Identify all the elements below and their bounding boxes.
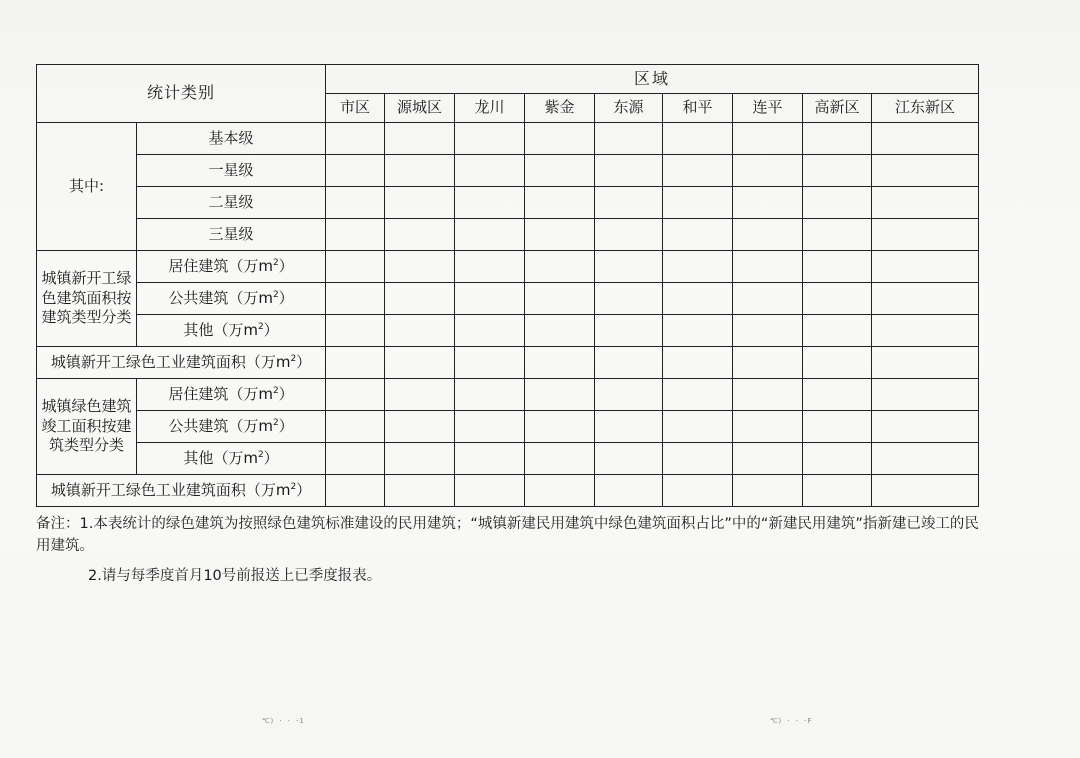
- data-cell[interactable]: [872, 379, 979, 411]
- data-cell[interactable]: [385, 347, 455, 379]
- data-cell[interactable]: [733, 219, 803, 251]
- data-cell[interactable]: [733, 475, 803, 507]
- data-cell[interactable]: [525, 315, 595, 347]
- data-cell[interactable]: [803, 219, 872, 251]
- data-cell[interactable]: [595, 443, 663, 475]
- footer-mark-right: ℃) · · ·F: [770, 717, 812, 725]
- data-cell[interactable]: [872, 123, 979, 155]
- table-row: [37, 347, 979, 379]
- data-cell[interactable]: [803, 155, 872, 187]
- data-cell[interactable]: [385, 123, 455, 155]
- data-cell[interactable]: [525, 347, 595, 379]
- row-label: 公共建筑（万$m^2$）: [137, 411, 326, 443]
- data-cell[interactable]: [872, 443, 979, 475]
- data-cell[interactable]: [803, 475, 872, 507]
- newstart-group-label: 城镇新开工绿色建筑面积按建筑类型分类: [37, 251, 137, 347]
- data-cell[interactable]: [595, 219, 663, 251]
- district-header: 连平: [733, 94, 803, 123]
- data-cell[interactable]: [455, 283, 525, 315]
- data-cell[interactable]: [872, 475, 979, 507]
- data-cell[interactable]: [455, 379, 525, 411]
- data-cell[interactable]: [663, 155, 733, 187]
- data-cell[interactable]: [326, 187, 385, 219]
- data-cell[interactable]: [455, 443, 525, 475]
- data-cell[interactable]: [525, 443, 595, 475]
- data-cell[interactable]: [385, 155, 455, 187]
- category-header: 统计类别: [37, 65, 326, 123]
- table-row: [37, 283, 979, 315]
- completed-group-label: 城镇绿色建筑竣工面积按建筑类型分类: [37, 379, 137, 475]
- data-cell[interactable]: [663, 251, 733, 283]
- data-cell[interactable]: [595, 155, 663, 187]
- data-cell[interactable]: [733, 443, 803, 475]
- data-cell[interactable]: [663, 219, 733, 251]
- data-cell[interactable]: [326, 315, 385, 347]
- data-cell[interactable]: [326, 155, 385, 187]
- table-row: [37, 155, 979, 187]
- data-cell[interactable]: [525, 123, 595, 155]
- data-cell[interactable]: [455, 347, 525, 379]
- data-cell[interactable]: [385, 411, 455, 443]
- data-cell[interactable]: [385, 251, 455, 283]
- district-header: 高新区: [803, 94, 872, 123]
- data-cell[interactable]: [663, 443, 733, 475]
- district-header: 市区: [326, 94, 385, 123]
- table-row: [37, 379, 979, 411]
- data-cell[interactable]: [525, 411, 595, 443]
- row-label: 基本级: [137, 123, 326, 155]
- data-cell[interactable]: [326, 123, 385, 155]
- data-cell[interactable]: [733, 283, 803, 315]
- row-label: 居住建筑（万$m^2$）: [137, 379, 326, 411]
- data-cell[interactable]: [663, 347, 733, 379]
- data-cell[interactable]: [326, 379, 385, 411]
- data-cell[interactable]: [595, 475, 663, 507]
- data-cell[interactable]: [595, 411, 663, 443]
- footer-mark-left: ℃) · · ·1: [262, 717, 304, 725]
- note-1: 备注：1.本表统计的绿色建筑为按照绿色建筑标准建设的民用建筑；“城镇新建民用建筑中绿色建筑面积占比”中的“新建民用建筑”指新建已竣工的民用建筑。: [36, 516, 979, 554]
- data-cell[interactable]: [733, 379, 803, 411]
- data-cell[interactable]: [455, 155, 525, 187]
- data-cell[interactable]: [385, 187, 455, 219]
- data-cell[interactable]: [326, 251, 385, 283]
- data-cell[interactable]: [455, 251, 525, 283]
- data-cell[interactable]: [733, 187, 803, 219]
- data-cell[interactable]: [385, 475, 455, 507]
- table-row: [37, 187, 979, 219]
- data-cell[interactable]: [663, 475, 733, 507]
- data-cell[interactable]: [663, 283, 733, 315]
- row-label: 城镇新开工绿色工业建筑面积（万$m^2$）: [37, 347, 326, 379]
- row-label: 其他（万$m^2$）: [137, 315, 326, 347]
- data-cell[interactable]: [525, 379, 595, 411]
- data-cell[interactable]: [455, 123, 525, 155]
- district-header: 东源: [595, 94, 663, 123]
- data-cell[interactable]: [803, 347, 872, 379]
- district-header: 龙川: [455, 94, 525, 123]
- data-cell[interactable]: [803, 379, 872, 411]
- table-row: [37, 475, 979, 507]
- remarks: [36, 513, 986, 587]
- data-cell[interactable]: [385, 315, 455, 347]
- data-cell[interactable]: [872, 187, 979, 219]
- data-cell[interactable]: [385, 283, 455, 315]
- data-cell[interactable]: [525, 251, 595, 283]
- data-cell[interactable]: [455, 187, 525, 219]
- data-cell[interactable]: [595, 187, 663, 219]
- data-cell[interactable]: [733, 251, 803, 283]
- data-cell[interactable]: [733, 411, 803, 443]
- row-label: 公共建筑（万$m^2$）: [137, 283, 326, 315]
- data-cell[interactable]: [663, 411, 733, 443]
- data-cell[interactable]: [326, 219, 385, 251]
- data-cell[interactable]: [872, 155, 979, 187]
- table-row: [37, 411, 979, 443]
- data-cell[interactable]: [326, 443, 385, 475]
- data-cell[interactable]: [455, 219, 525, 251]
- note-2: 2.请与每季度首月10号前报送上已季度报表。: [88, 568, 382, 584]
- data-cell[interactable]: [595, 251, 663, 283]
- data-cell[interactable]: [326, 283, 385, 315]
- district-header: 江东新区: [872, 94, 979, 123]
- row-label: 一星级: [137, 155, 326, 187]
- data-cell[interactable]: [595, 379, 663, 411]
- row-label: 二星级: [137, 187, 326, 219]
- data-cell[interactable]: [803, 443, 872, 475]
- data-cell[interactable]: [663, 187, 733, 219]
- qizhong-label: 其中:: [37, 123, 137, 251]
- data-cell[interactable]: [803, 283, 872, 315]
- data-cell[interactable]: [595, 347, 663, 379]
- data-cell[interactable]: [595, 315, 663, 347]
- data-cell[interactable]: [803, 315, 872, 347]
- data-cell[interactable]: [663, 315, 733, 347]
- data-cell[interactable]: [455, 475, 525, 507]
- data-cell[interactable]: [525, 475, 595, 507]
- data-cell[interactable]: [872, 315, 979, 347]
- data-cell[interactable]: [525, 219, 595, 251]
- data-cell[interactable]: [455, 315, 525, 347]
- row-label: 城镇新开工绿色工业建筑面积（万$m^2$）: [37, 475, 326, 507]
- data-cell[interactable]: [872, 347, 979, 379]
- data-cell[interactable]: [525, 155, 595, 187]
- row-label: 其他（万$m^2$）: [137, 443, 326, 475]
- data-cell[interactable]: [803, 123, 872, 155]
- district-header: 紫金: [525, 94, 595, 123]
- data-cell[interactable]: [872, 251, 979, 283]
- data-cell[interactable]: [872, 219, 979, 251]
- data-cell[interactable]: [525, 283, 595, 315]
- data-cell[interactable]: [803, 411, 872, 443]
- data-cell[interactable]: [326, 347, 385, 379]
- data-cell[interactable]: [385, 219, 455, 251]
- data-cell[interactable]: [595, 123, 663, 155]
- data-cell[interactable]: [733, 155, 803, 187]
- data-cell[interactable]: [733, 123, 803, 155]
- data-cell[interactable]: [525, 187, 595, 219]
- district-header: 源城区: [385, 94, 455, 123]
- table-row: [37, 219, 979, 251]
- data-cell[interactable]: [326, 475, 385, 507]
- data-cell[interactable]: [663, 123, 733, 155]
- data-cell[interactable]: [595, 283, 663, 315]
- data-cell[interactable]: [733, 315, 803, 347]
- data-cell[interactable]: [385, 379, 455, 411]
- table-row: [37, 123, 979, 155]
- statistics-table: [36, 64, 979, 507]
- data-cell[interactable]: [455, 411, 525, 443]
- data-cell[interactable]: [663, 379, 733, 411]
- data-cell[interactable]: [872, 411, 979, 443]
- data-cell[interactable]: [385, 443, 455, 475]
- data-cell[interactable]: [326, 411, 385, 443]
- row-label: 居住建筑（万$m^2$）: [137, 251, 326, 283]
- table-row: [37, 315, 979, 347]
- row-label: 三星级: [137, 219, 326, 251]
- data-cell[interactable]: [733, 347, 803, 379]
- region-header: 区域: [326, 65, 979, 94]
- table-row: [37, 443, 979, 475]
- district-header: 和平: [663, 94, 733, 123]
- data-cell[interactable]: [803, 251, 872, 283]
- data-cell[interactable]: [803, 187, 872, 219]
- table-row: [37, 251, 979, 283]
- data-cell[interactable]: [872, 283, 979, 315]
